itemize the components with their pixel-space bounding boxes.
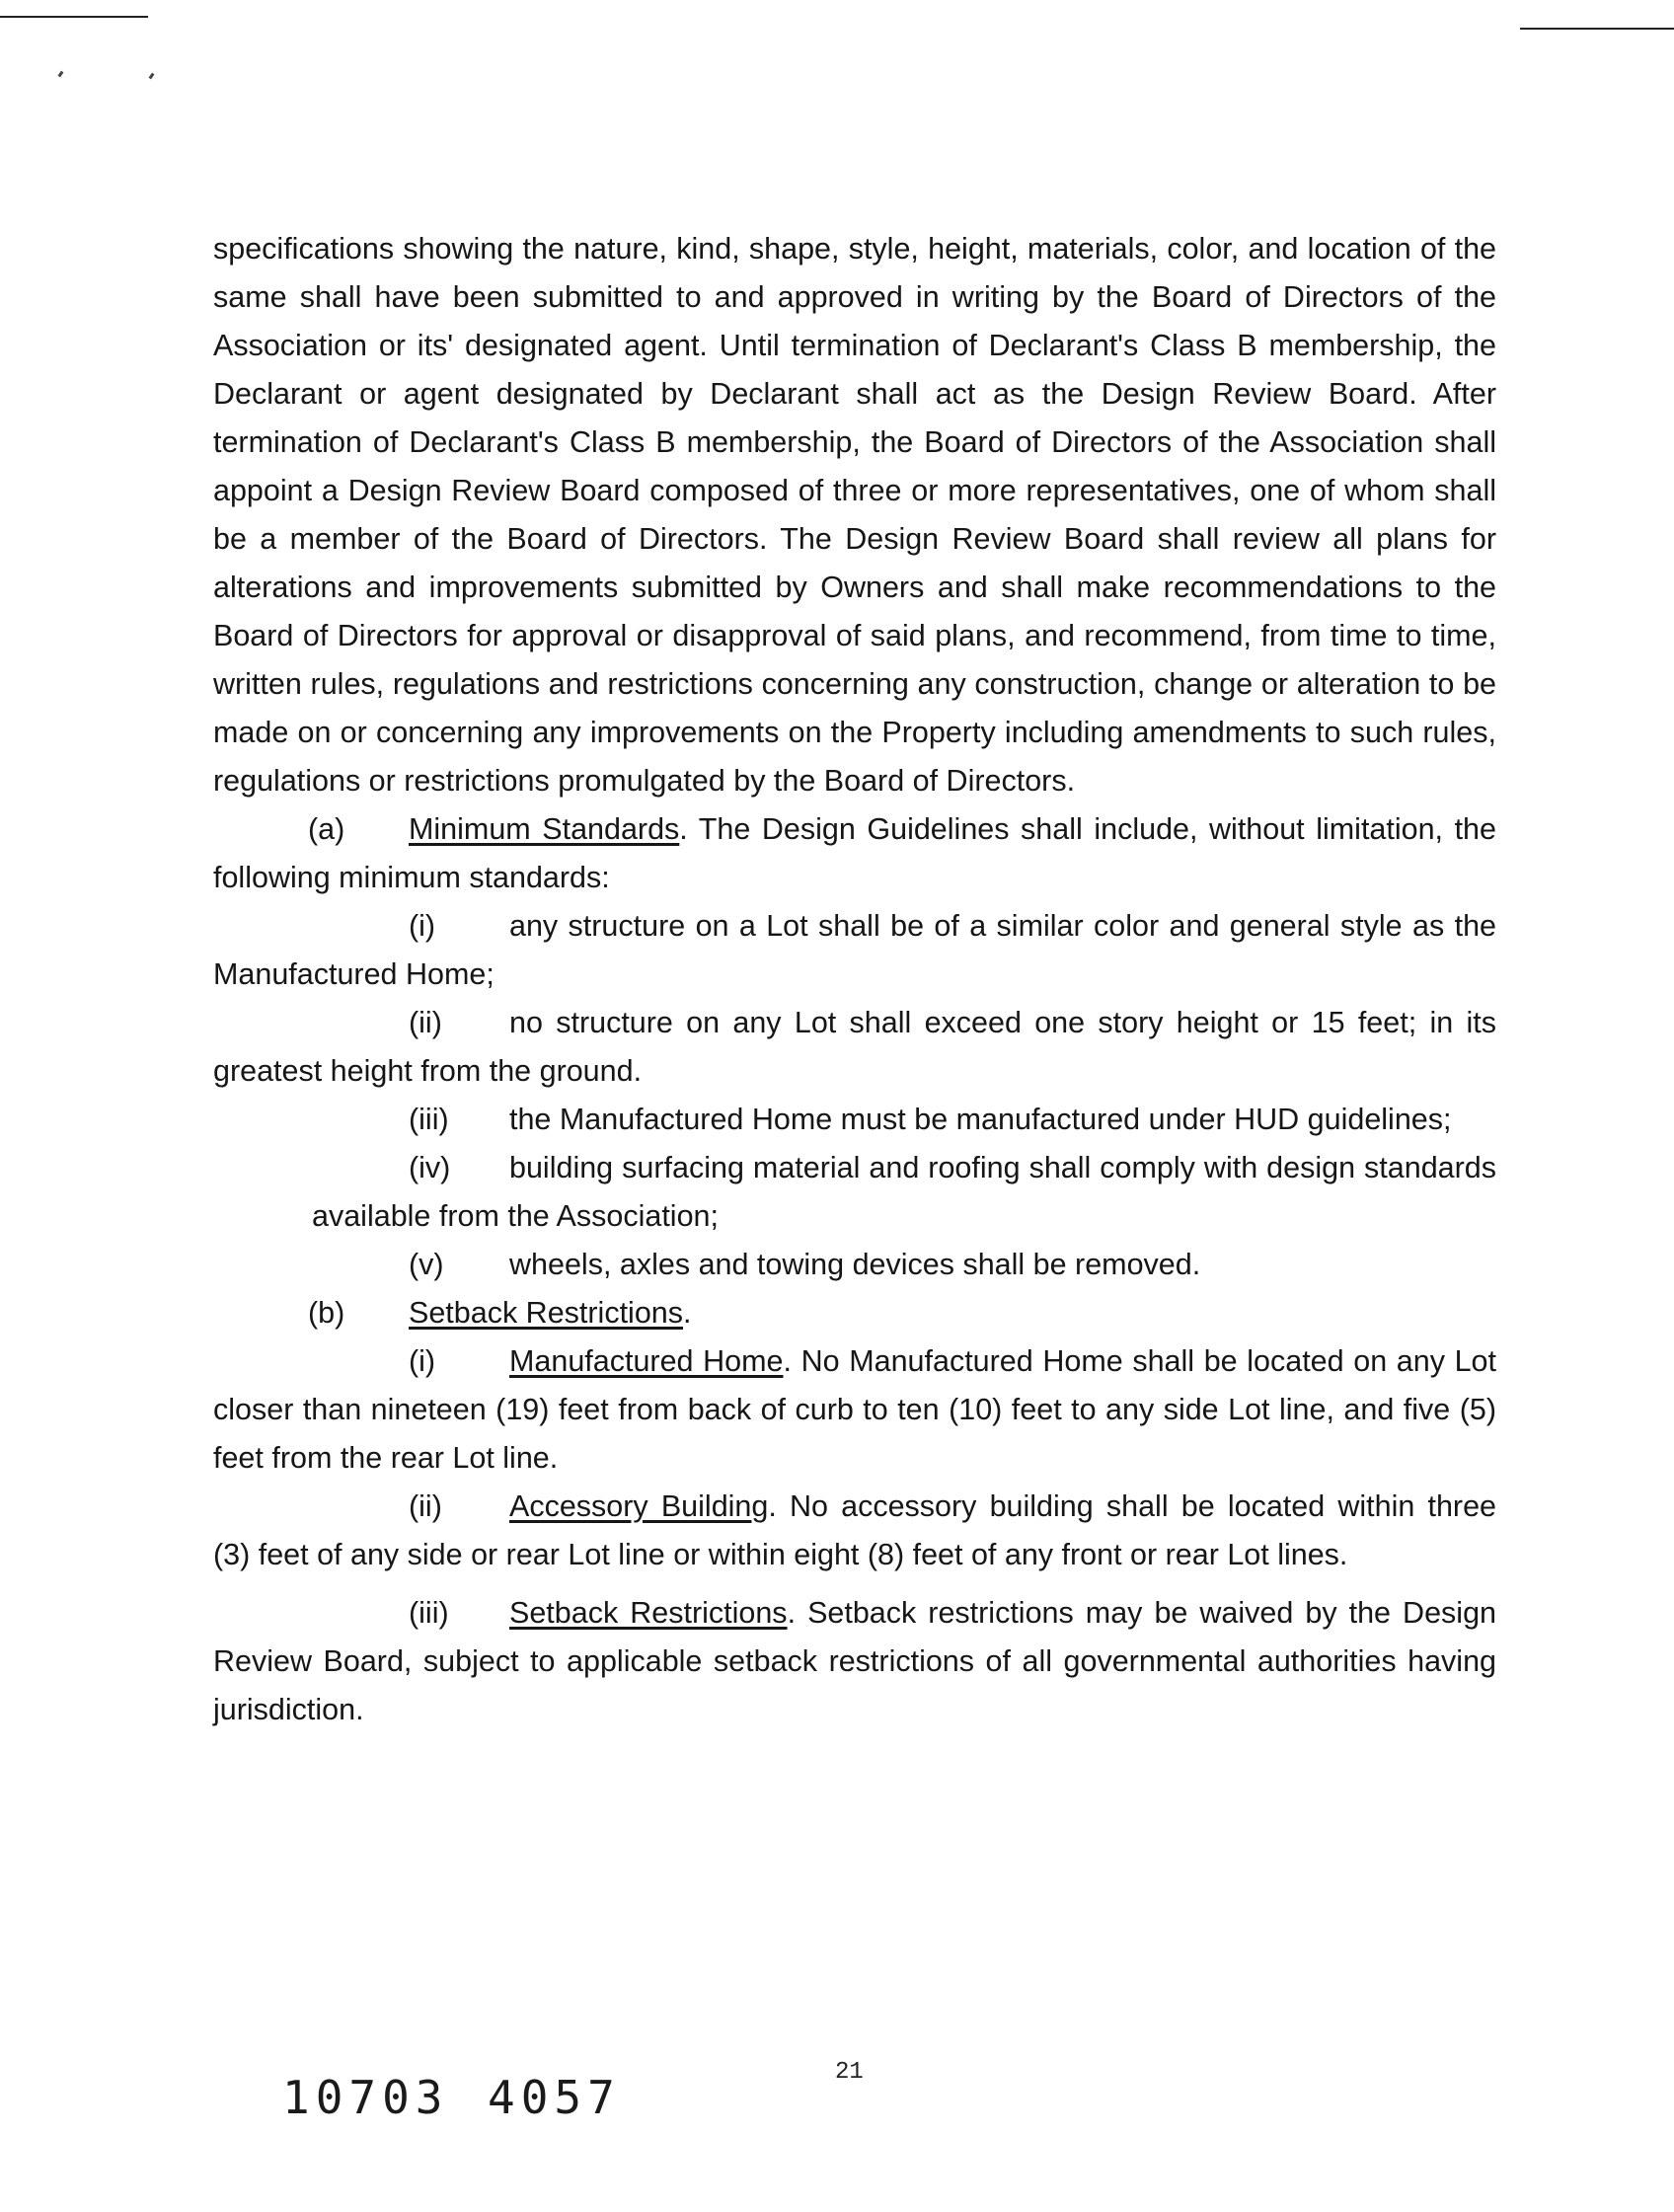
section-a: (a) Minimum Standards. The Design Guidelines shall include, without limitation, the following minimum standards: xyxy=(213,812,1496,894)
item-a-ii: (ii) no structure on any Lot shall exceed one story height or 15 feet; in its greatest height from the ground. xyxy=(213,1006,1496,1088)
document-body xyxy=(213,225,1496,1734)
item-b-iii: (iii) Setback Restrictions. Setback restrictions may be waived by the Design Review Board, subject to applicable setback restrictions of all governmental authorities having jurisdiction. xyxy=(213,1596,1496,1726)
item-a-iii: (iii) the Manufactured Home must be manufactured under HUD guidelines; xyxy=(409,1103,1452,1136)
recording-stamp-book: 10703 xyxy=(282,2071,449,2124)
scan-edge-line-left xyxy=(0,16,148,18)
scan-speck xyxy=(149,73,155,80)
section-a-title: Minimum Standards xyxy=(409,812,680,846)
section-b: (b) Setback Restrictions. xyxy=(308,1296,692,1330)
scan-edge-line-right xyxy=(1520,28,1674,30)
page-number: 21 xyxy=(835,2059,864,2086)
item-a-iv: (iv) building surfacing material and roofing shall comply with design standards available from the Association; xyxy=(312,1151,1496,1233)
item-b-i: (i) Manufactured Home. No Manufactured Home shall be located on any Lot closer than nineteen (19) feet from back of curb to ten (10) feet to any side Lot line, and five (5) feet from the rear Lot line. xyxy=(213,1344,1496,1475)
scan-speck xyxy=(58,71,64,78)
item-a-v: (v) wheels, axles and towing devices shall be removed. xyxy=(409,1248,1201,1281)
item-a-i: (i) any structure on a Lot shall be of a similar color and general style as the Manufactured Home; xyxy=(213,909,1496,991)
intro-paragraph: specifications showing the nature, kind, shape, style, height, materials, color, and location of the same shall have been submitted to and approved in writing by the Board of Directors of the Association or its' designated agent. Until termination of Declarant's Class B membership, the Declarant or agent designated by Declarant shall act as the Design Review Board. After termination of Declarant's Class B membership, the Board of Directors of the Association shall appoint a Design Review Board composed of three or more representatives, one of whom shall be a member of the Board of Directors. The Design Review Board shall review all plans for alterations and improvements submitted by Owners and shall make recommendations to the Board of Directors for approval or disapproval of said plans, and recommend, from time to time, written rules, regulations and restrictions concerning any construction, change or alteration to be made on or concerning any improvements on the Property including amendments to such rules, regulations or restrictions promulgated by the Board of Directors. xyxy=(213,232,1496,798)
recording-stamp-page: 4057 xyxy=(488,2071,621,2124)
item-b-ii: (ii) Accessory Building. No accessory building shall be located within three (3) feet of any side or rear Lot line or within eight (8) feet of any front or rear Lot lines. xyxy=(213,1489,1496,1571)
section-b-title: Setback Restrictions xyxy=(409,1296,683,1330)
